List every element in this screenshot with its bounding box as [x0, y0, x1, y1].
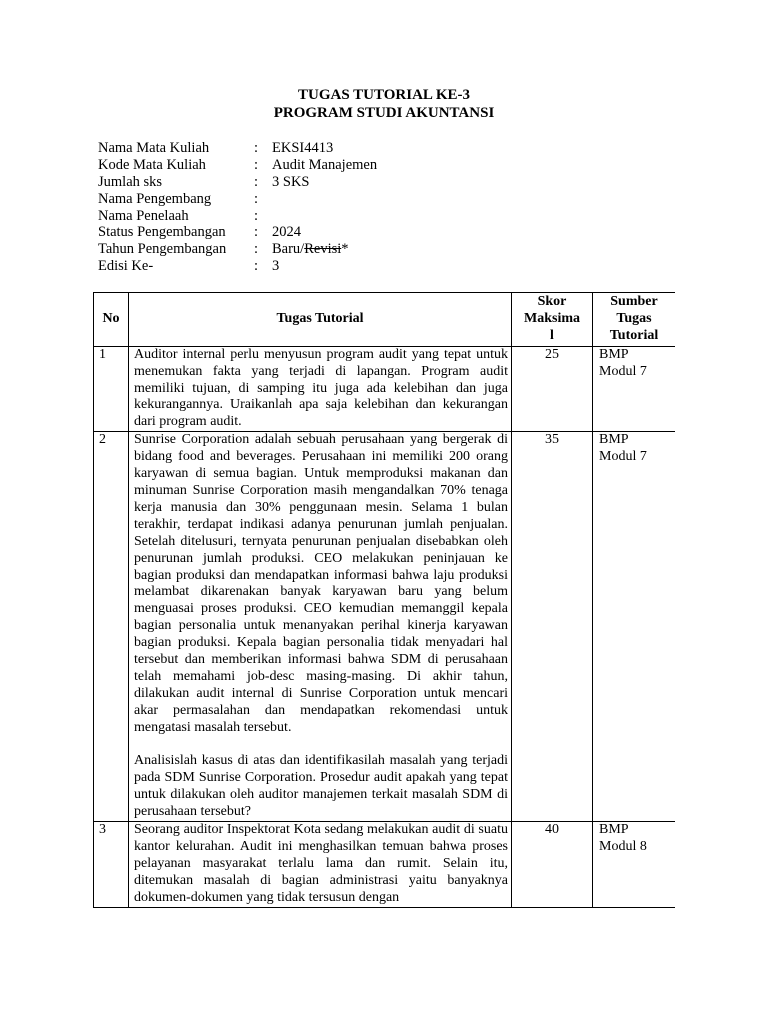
- course-name-label: Nama Mata Kuliah: [98, 140, 210, 156]
- dev-status-value: 2024: [272, 224, 301, 241]
- colon: :: [254, 207, 259, 224]
- dev-year-asterisk: *: [341, 241, 349, 258]
- source-cell: [593, 432, 676, 822]
- colon: :: [254, 140, 259, 156]
- source-line: BMP: [599, 346, 629, 362]
- course-code-value: Audit Manajemen: [272, 156, 378, 173]
- credits-label: Jumlah sks: [98, 173, 163, 190]
- dev-year-value: [272, 241, 349, 258]
- task-cell: [129, 822, 512, 908]
- colon: :: [254, 258, 259, 275]
- header-score-line: l: [550, 327, 554, 343]
- table-row: [94, 346, 676, 432]
- header-task: Tugas Tutorial: [129, 293, 512, 347]
- row-number: 2: [94, 432, 129, 822]
- reviewer-label: Nama Penelaah: [98, 207, 189, 224]
- course-info-row: [98, 241, 377, 258]
- header-no: No: [94, 293, 129, 347]
- dev-year-revision-struck: Revisi: [304, 241, 342, 258]
- dev-status-label: Status Pengembangan: [98, 224, 226, 241]
- row-number: 3: [94, 822, 129, 908]
- header-score: [512, 293, 593, 347]
- course-info-row: [98, 208, 377, 225]
- task-cell: [129, 346, 512, 432]
- colon: :: [254, 241, 259, 258]
- edition-value: 3: [272, 258, 280, 275]
- row-number: 1: [94, 346, 129, 432]
- course-code-label: Kode Mata Kuliah: [98, 156, 206, 173]
- tutorial-table: [93, 292, 675, 908]
- colon: :: [254, 156, 259, 173]
- developer-label: Nama Pengembang: [98, 190, 212, 207]
- document-subtitle: PROGRAM STUDI AKUNTANSI: [273, 105, 495, 121]
- course-info-row: [98, 224, 377, 241]
- colon: :: [254, 224, 259, 241]
- edition-label: Edisi Ke-: [98, 258, 154, 275]
- source-line: Modul 7: [599, 449, 647, 465]
- course-info-row: [98, 191, 377, 208]
- document-title: TUGAS TUTORIAL KE-3: [298, 87, 470, 103]
- course-name-value: EKSI4413: [272, 140, 334, 156]
- course-info-row: [98, 140, 377, 157]
- course-info-row: [98, 258, 377, 275]
- header-source-line: Tugas: [616, 310, 652, 326]
- source-cell: [593, 822, 676, 908]
- header-score-line: Skor: [537, 294, 567, 309]
- task-paragraph: Seorang auditor Inspektorat Kota sedang melakukan audit di suatu kantor kelurahan. Audit ini menghasilkan temuan bahwa proses pelayanan masyarakat terlalu lama dan rumit. Selain itu, ditemukan masalah di bagian administrasi yaitu banyaknya dokumen-dokumen yang tidak tersusun dengan: [134, 822, 508, 905]
- credits-value: 3 SKS: [272, 173, 310, 190]
- source-line: BMP: [599, 822, 629, 838]
- course-info: [98, 140, 377, 275]
- table-header-row: [94, 293, 676, 347]
- score-cell: 35: [512, 432, 593, 822]
- dev-year-label: Tahun Pengembangan: [98, 241, 227, 258]
- source-line: Modul 8: [599, 838, 647, 854]
- task-paragraph: Analisislah kasus di atas dan identifikasilah masalah yang terjadi pada SDM Sunrise Corporation. Prosedur audit apakah yang tepat untuk dilakukan oleh auditor manajemen terkait masalah SDM di perusahaan tersebut?: [134, 753, 508, 820]
- colon: :: [254, 190, 259, 207]
- source-line: BMP: [599, 432, 629, 448]
- tutorial-table-container: [93, 292, 675, 1024]
- task-paragraph: Auditor internal perlu menyusun program audit yang tepat untuk menemukan fakta yang terjadi di lapangan. Program audit memiliki tujuan, di samping itu juga ada kelebihan dan juga kekurangannya. Uraikanlah apa saja kelebihan dan kekurangan dari program audit.: [134, 346, 508, 430]
- source-cell: [593, 346, 676, 432]
- score-cell: 40: [512, 822, 593, 908]
- header-score-line: Maksima: [524, 310, 580, 326]
- score-cell: 25: [512, 346, 593, 432]
- task-cell: [129, 432, 512, 822]
- course-info-row: [98, 157, 377, 174]
- source-line: Modul 7: [599, 363, 647, 379]
- dev-year-new: Baru/: [272, 241, 305, 258]
- header-source: [593, 293, 676, 347]
- header-source-line: Tutorial: [609, 327, 659, 343]
- task-paragraph: Sunrise Corporation adalah sebuah perusahaan yang bergerak di bidang food and beverages. Perusahaan ini memiliki 200 orang karyawan di semua bagian. Untuk memproduksi makanan dan minuman Sunrise Corporation masih mengandalkan 70% tenaga kerja manusia dan 30% penggunaan mesin. Selama 1 bulan terakhir, terdapat indikasi adanya penurunan jumlah penjualan. Setelah ditelusuri, ternyata penurunan penjualan disebabkan oleh penurunan jumlah produksi. CEO melakukan peninjauan ke bagian produksi dan mendapatkan informasi bahwa laju produksi melambat dikarenakan banyak karyawan baru yang belum menguasai proses produksi. CEO kemudian memanggil kepala bagian personalia untuk menanyakan perihal kinerja karyawan bagian produksi. Kepala bagian personalia tidak menyadari hal tersebut dan memberikan informasi bahwa SDM di perusahaan telah memahami job-desc masing-masing. Di akhir tahun, dilakukan audit internal di Sunrise Corporation untuk mencari akar permasalahan dan mendapatkan rekomendasi untuk mengatasi masalah tersebut.: [134, 432, 508, 735]
- colon: :: [254, 173, 259, 190]
- table-row: [94, 432, 676, 822]
- table-row: [94, 822, 676, 908]
- course-info-row: [98, 174, 377, 191]
- header-source-line: Sumber: [610, 294, 658, 309]
